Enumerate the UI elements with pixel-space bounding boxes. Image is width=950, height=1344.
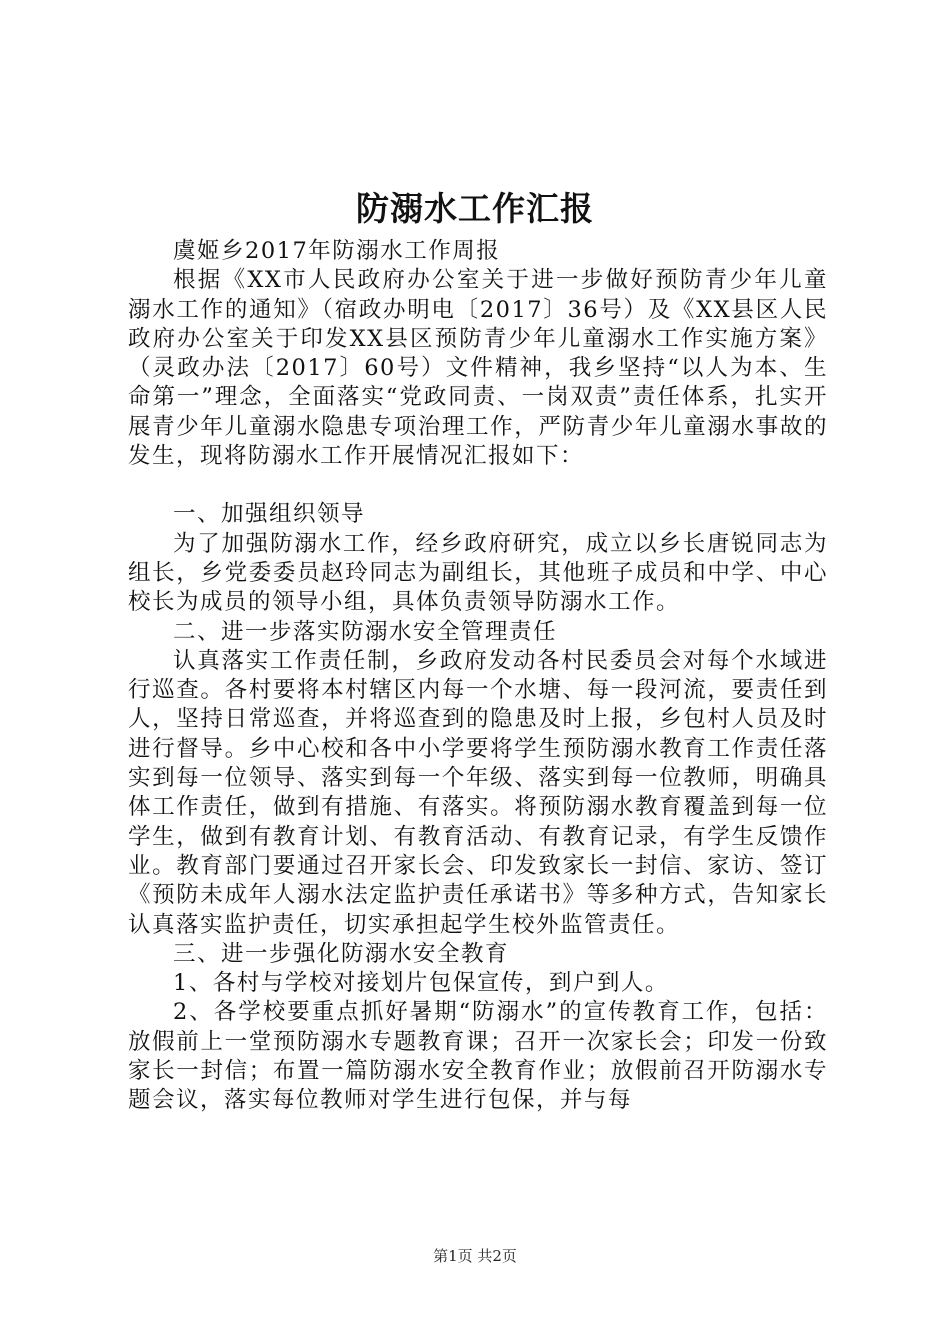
section-heading-3: 三、进一步强化防溺水安全教育: [173, 940, 510, 967]
report-subtitle: 虞姬乡2017年防溺水工作周报: [173, 238, 501, 264]
document-body: [128, 237, 828, 1116]
section-paragraph-1: 为了加强防溺水工作，经乡政府研究，成立以乡长唐锐同志为组长，乡党委委员赵玲同志为副组长，其他班子成员和中学、中心校长为成员的领导小组，具体负责领导防溺水工作。: [128, 530, 828, 616]
section-item-1: 1、各村与学校对接划片包保宣传，到户到人。: [173, 970, 669, 997]
section-heading-1: 一、加强组织领导: [173, 501, 366, 528]
document-title: 防溺水工作汇报: [356, 189, 594, 228]
intro-paragraph: 根据《XX市人民政府办公室关于进一步做好预防青少年儿童溺水工作的通知》（宿政办明电〔2017〕36号）及《XX县区人民政府办公室关于印发XX县区预防青少年儿童溺水工作实施方案》（灵政办法〔2017〕60号）文件精神，我乡坚持“以人为本、生命第一”理念，全面落实“党政同责、一岗双责”责任体系，扎实开展青少年儿童溺水隐患专项治理工作，严防青少年儿童溺水事故的发生，现将防溺水工作开展情况汇报如下：: [128, 267, 828, 470]
section-heading-2: 二、进一步落实防溺水安全管理责任: [173, 618, 558, 645]
section-paragraph-2: 认真落实工作责任制，乡政府发动各村民委员会对每个水域进行巡查。各村要将本村辖区内每一个水塘、每一段河流，要责任到人，坚持日常巡查，并将巡查到的隐患及时上报，乡包村人员及时进行督导。乡中心校和各中小学要将学生预防溺水教育工作责任落实到每一位领导、落实到每一个年级、落实到每一位教师，明确具体工作责任，做到有措施、有落实。将预防溺水教育覆盖到每一位学生，做到有教育计划、有教育活动、有教育记录，有学生反馈作业。教育部门要通过召开家长会、印发致家长一封信、家访、签订《预防未成年人溺水法定监护责任承诺书》等多种方式，告知家长认真落实监护责任，切实承担起学生校外监管责任。: [128, 647, 828, 938]
page-footer: 第1页 共2页: [433, 1247, 517, 1265]
section-item-2: 2、各学校要重点抓好暑期“防溺水”的宣传教育工作，包括：放假前上一堂预防溺水专题教育课；召开一次家长会；印发一份致家长一封信；布置一篇防溺水安全教育作业；放假前召开防溺水专题会议，落实每位教师对学生进行包保，并与每: [128, 999, 828, 1114]
